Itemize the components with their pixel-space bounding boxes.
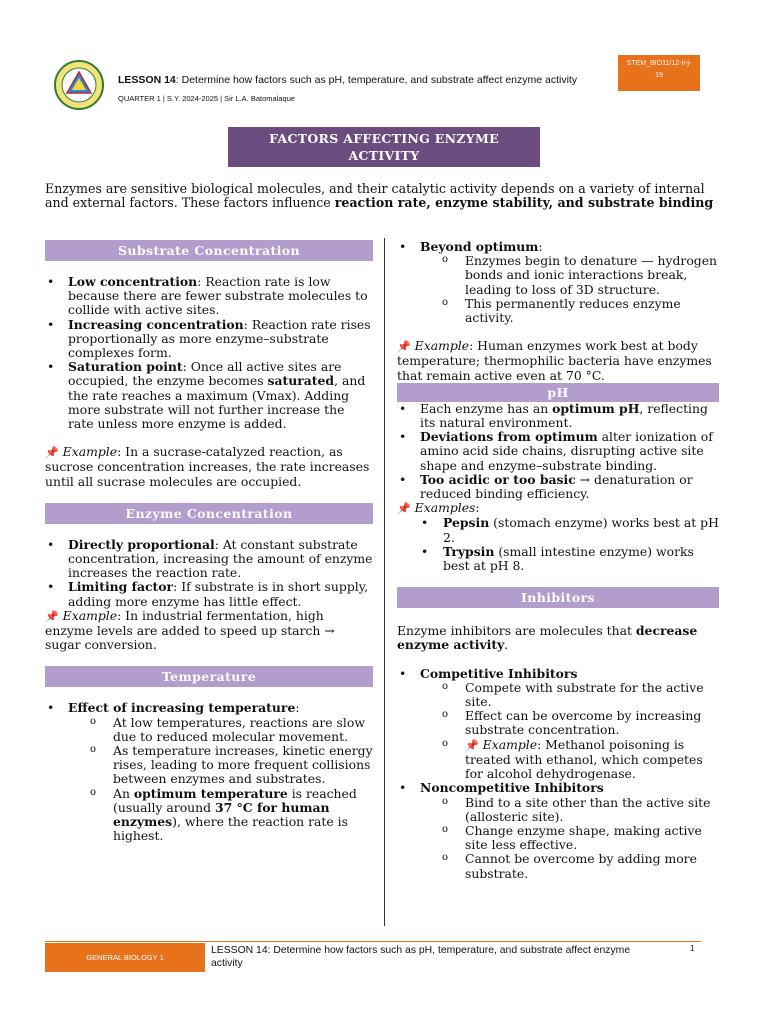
- substrate-heading: Substrate Concentration: [45, 240, 373, 261]
- pushpin-icon: 📌: [45, 446, 59, 460]
- inhibitors-list: [397, 667, 719, 881]
- list-item: • Increasing concentration: Reaction rate rises proportionally as more enzyme–substrate complexes form.: [45, 318, 373, 361]
- sub-list-item: o An optimum temperature is reached (usually around 37 °C for human enzymes), where the reaction rate is highest.: [45, 787, 373, 844]
- inhibitors-intro: Enzyme inhibitors are molecules that decrease enzyme activity.: [397, 623, 698, 653]
- page-title: FACTORS AFFECTING ENZYME ACTIVITY: [228, 127, 540, 167]
- beyond-optimum-list: [397, 240, 719, 325]
- left-column: [45, 240, 373, 844]
- enzyme-list: [45, 538, 373, 609]
- sub-list-item: o Change enzyme shape, making active site less effective.: [397, 824, 719, 852]
- pushpin-icon: 📌: [45, 609, 59, 623]
- competency-code-badge: STEM_BIO11/12-Ii-j- 19: [618, 55, 700, 91]
- footer-lesson-title: LESSON 14: Determine how factors such as pH, temperature, and substrate affect enzyme activity: [211, 945, 631, 969]
- ph-examples-list: [397, 516, 719, 573]
- header-lesson-title: LESSON 14: Determine how factors such as pH, temperature, and substrate affect enzyme activity: [118, 74, 578, 86]
- temperature-heading: Temperature: [45, 666, 373, 687]
- list-item: • Directly proportional: At constant substrate concentration, increasing the amount of enzyme increases the reaction rate.: [45, 538, 373, 581]
- footer-course-badge: GENERAL BIOLOGY 1: [45, 943, 205, 972]
- page-number: 1: [690, 944, 695, 953]
- list-item: • Deviations from optimum alter ionization of amino acid side chains, disrupting active site shape and enzyme–substrate binding.: [397, 430, 719, 473]
- list-item: • Competitive Inhibitors o Compete with substrate for the active site. o Effect can be overcome by increasing substrate concentration. o 📌 Example: Methanol poisoning is treated with ethanol, which competes for alcohol dehydrogenase.: [397, 667, 719, 782]
- list-item: • Low concentration: Reaction rate is low because there are fewer substrate molecules to collide with active sites.: [45, 275, 373, 318]
- column-divider: [384, 238, 385, 926]
- list-item: • Limiting factor: If substrate is in short supply, adding more enzyme has little effect.: [45, 580, 373, 608]
- sub-list-item: o Compete with substrate for the active site.: [397, 681, 719, 709]
- list-item: • Each enzyme has an optimum pH, reflecting its natural environment.: [397, 402, 719, 430]
- substrate-example: 📌 Example: In a sucrase-catalyzed reaction, as sucrose concentration increases, the rate increases until all sucrase molecules are occupied.: [45, 444, 370, 489]
- list-item: • Noncompetitive Inhibitors o Bind to a site other than the active site (allosteric site). o Change enzyme shape, making active site less effective. o Cannot be overcome by adding more substrate.: [397, 781, 719, 880]
- list-item: • Beyond optimum: o Enzymes begin to denature — hydrogen bonds and ionic interactions break, leading to loss of 3D structure. o This permanently reduces enzyme activity.: [397, 240, 719, 325]
- sub-list-item: o 📌 Example: Methanol poisoning is treated with ethanol, which competes for alcohol dehydrogenase.: [397, 738, 719, 782]
- ph-examples-label: 📌 Examples:: [397, 500, 480, 516]
- ph-list: [397, 402, 719, 501]
- pushpin-icon: 📌: [397, 340, 411, 354]
- substrate-list: [45, 275, 373, 431]
- pushpin-icon: 📌: [465, 738, 479, 752]
- sub-list-item: o As temperature increases, kinetic energy rises, leading to more frequent collisions between enzymes and substrates.: [45, 744, 373, 787]
- list-item: • Effect of increasing temperature: o At low temperatures, reactions are slow due to reduced molecular movement. o As temperature increases, kinetic energy rises, leading to more frequent collisions between enzymes and substrates. o An optimum temperature is reached (usually around 37 °C for human enzymes), where the reaction rate is highest.: [45, 701, 373, 843]
- sub-list-item: o This permanently reduces enzyme activity.: [397, 297, 719, 325]
- temperature-example: 📌 Example: Human enzymes work best at body temperature; thermophilic bacteria have enzymes that remain active even at 70 °C.: [397, 338, 712, 383]
- list-item: • Pepsin (stomach enzyme) works best at pH 2.: [397, 516, 719, 544]
- intro-paragraph: Enzymes are sensitive biological molecules, and their catalytic activity depends on a variety of internal and external factors. These factors influence reaction rate, enzyme stability, and substrate binding: [45, 181, 714, 211]
- list-item: • Too acidic or too basic → denaturation or reduced binding efficiency.: [397, 473, 719, 501]
- sub-list-item: o Bind to a site other than the active site (allosteric site).: [397, 796, 719, 824]
- temperature-list: [45, 701, 373, 843]
- sub-list-item: o At low temperatures, reactions are slow due to reduced molecular movement.: [45, 716, 373, 744]
- right-column: [397, 240, 719, 881]
- school-logo: [54, 60, 104, 110]
- list-item: • Saturation point: Once all active sites are occupied, the enzyme becomes saturated, and the rate reaches a maximum (Vmax). Adding more substrate will not further increase the rate unless more enzyme is added.: [45, 360, 373, 431]
- header-subline: QUARTER 1 | S.Y. 2024-2025 | Sir L.A. Batomalaque: [118, 94, 296, 103]
- inhibitors-heading: Inhibitors: [397, 587, 719, 608]
- enzyme-example: 📌 Example: In industrial fermentation, high enzyme levels are added to speed up starch → sugar conversion.: [45, 607, 335, 653]
- ph-heading: pH: [397, 383, 719, 402]
- list-item: • Trypsin (small intestine enzyme) works best at pH 8.: [397, 545, 719, 573]
- sub-list-item: o Enzymes begin to denature — hydrogen bonds and ionic interactions break, leading to loss of 3D structure.: [397, 254, 719, 297]
- enzyme-heading: Enzyme Concentration: [45, 503, 373, 524]
- sub-list-item: o Cannot be overcome by adding more substrate.: [397, 852, 719, 880]
- sub-list-item: o Effect can be overcome by increasing substrate concentration.: [397, 709, 719, 737]
- footer-divider: [45, 941, 701, 942]
- pushpin-icon: 📌: [397, 502, 411, 516]
